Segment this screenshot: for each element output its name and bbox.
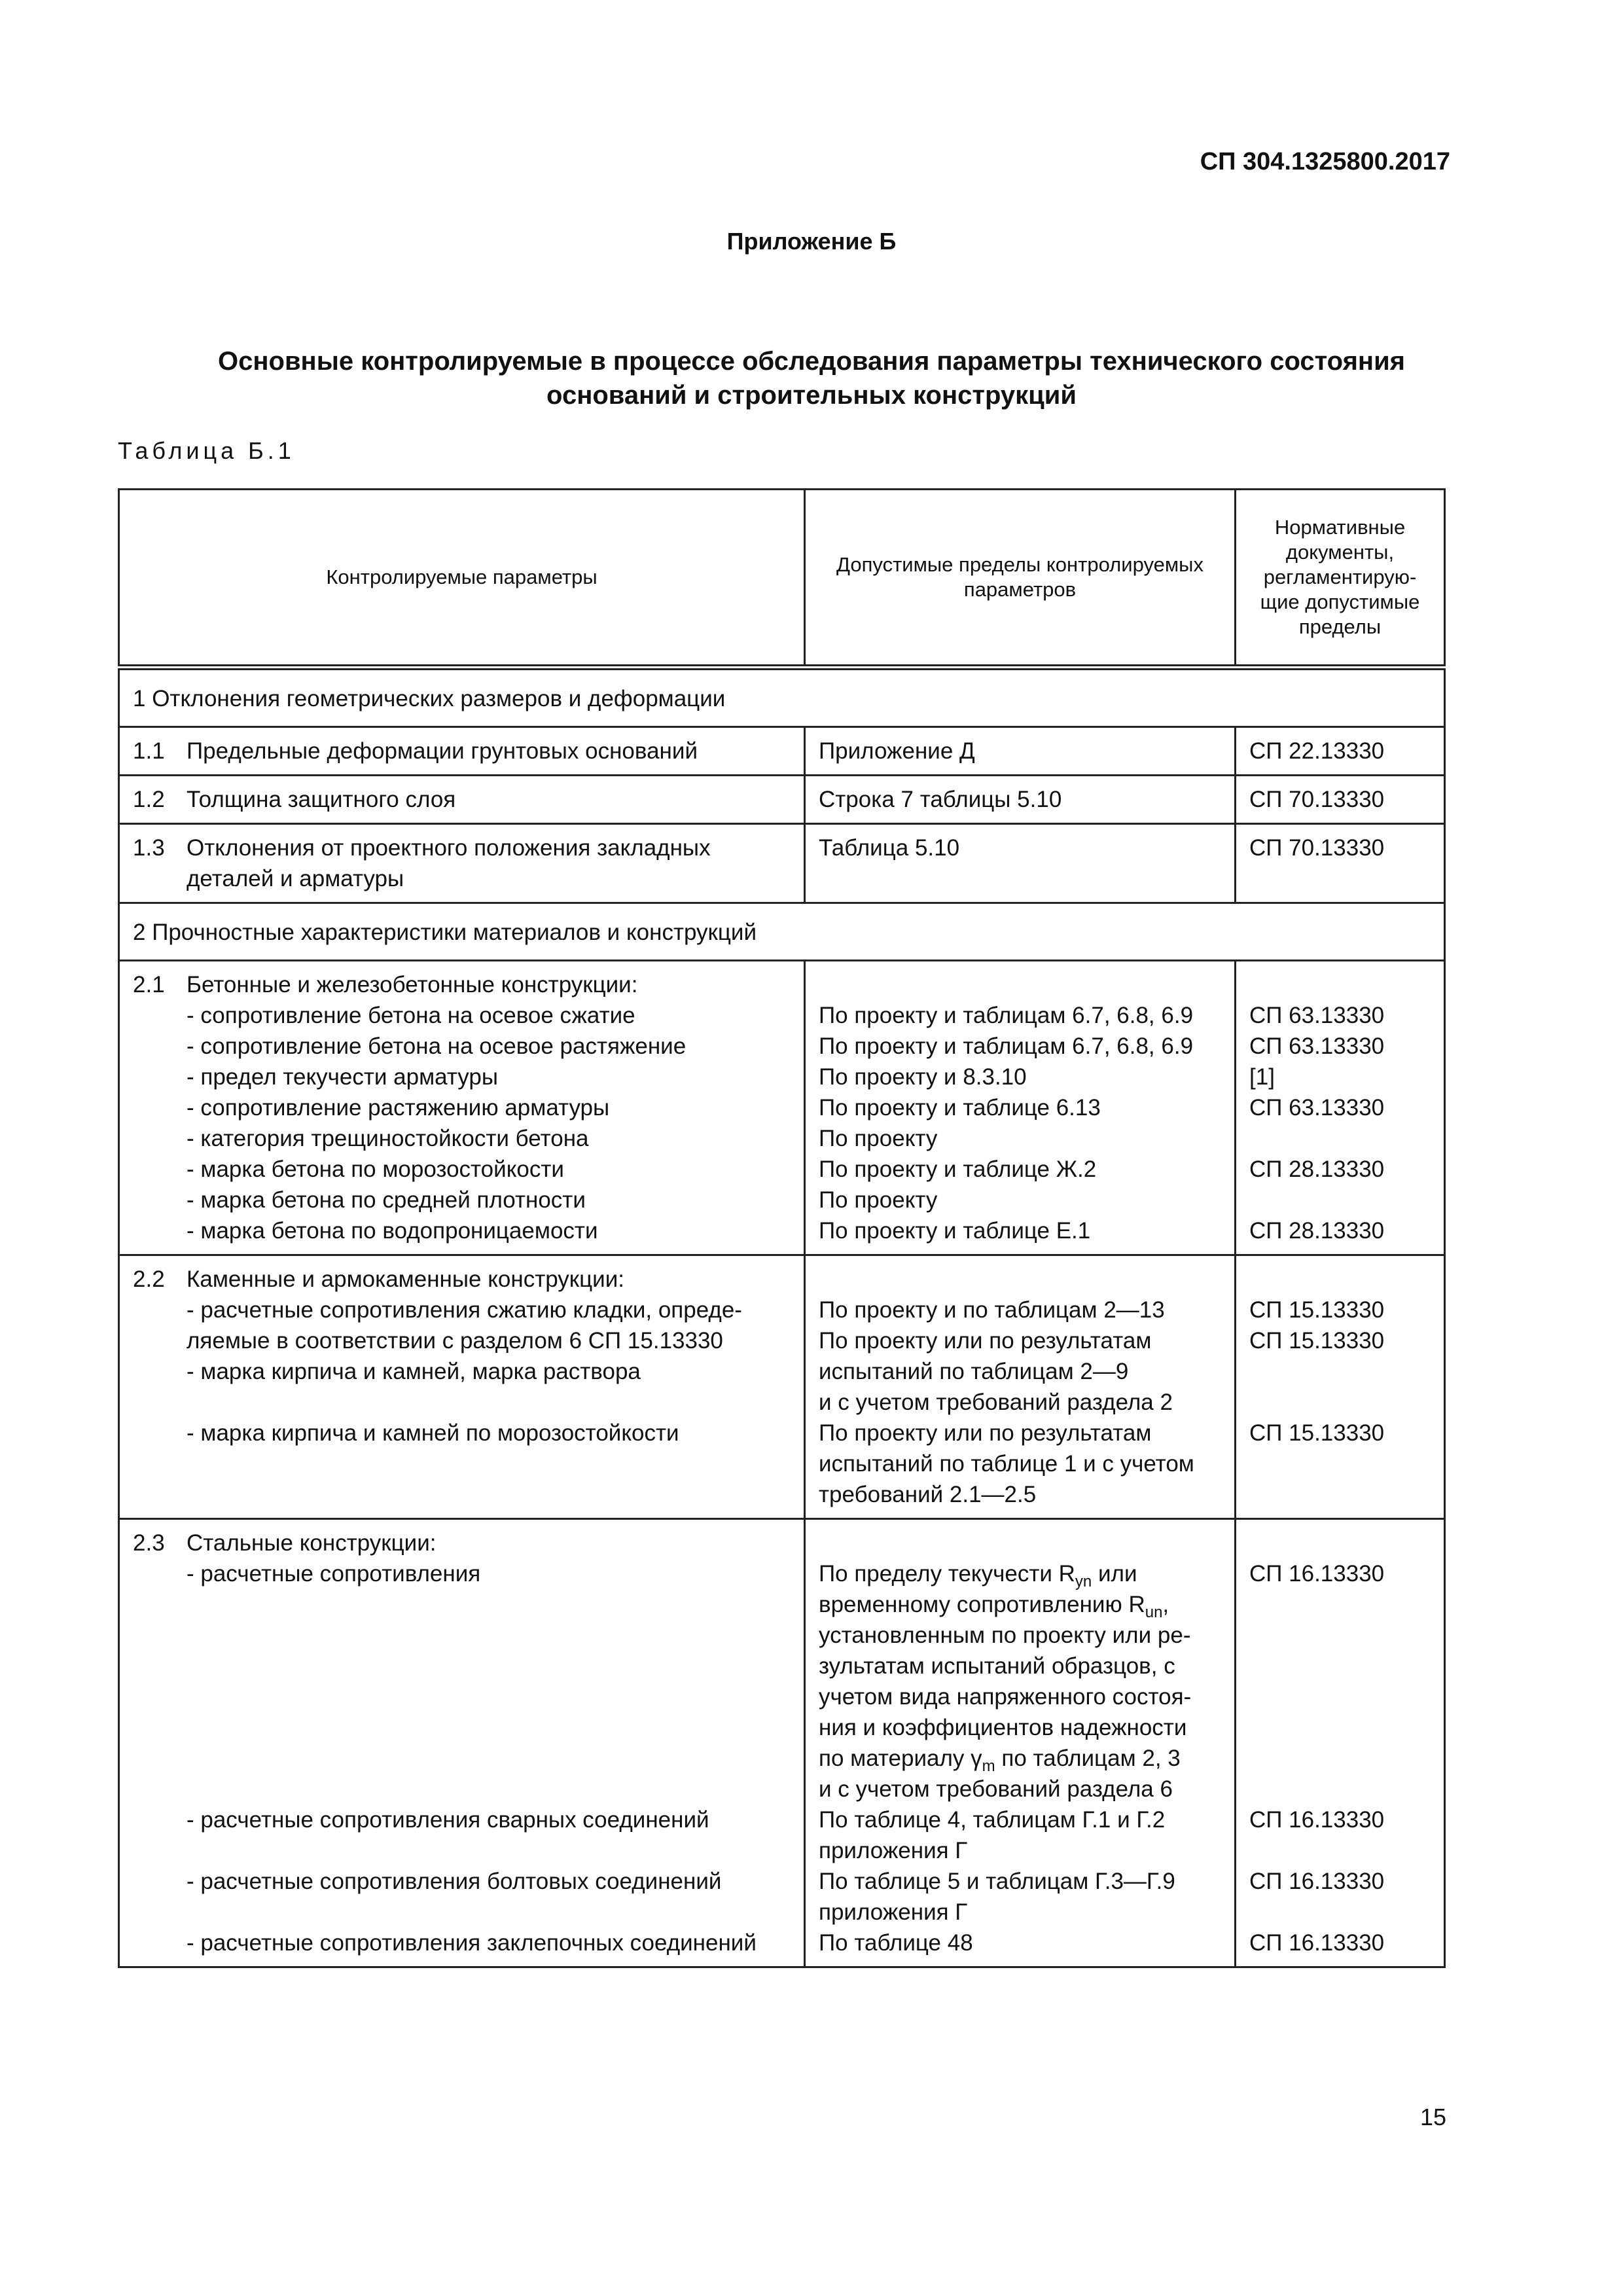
param-item: - марка бетона по средней плотности xyxy=(187,1187,586,1213)
group-title: Бетонные и железобетонные конструкции: xyxy=(187,972,638,997)
doc-cell: СП 70.13330 xyxy=(1236,824,1445,903)
limit-item: По таблице 4, таблицам Г.1 и Г.2 xyxy=(819,1807,1166,1833)
param-text-line: 1.3 Отклонения от проектного положения закладных xyxy=(133,833,791,863)
header-params: Контролируемые параметры xyxy=(119,490,805,668)
table-header-row xyxy=(119,490,1445,668)
group-title: Стальные конструкции: xyxy=(187,1530,437,1556)
limit-item: По проекту или по результатам xyxy=(819,1420,1152,1446)
row-number: 2.3 xyxy=(133,1530,165,1556)
doc-item: СП 63.13330 xyxy=(1249,1003,1385,1028)
limit-item: По пределу текучести $R_{yn}$ или xyxy=(819,1561,1137,1590)
param-item: - сопротивление бетона на осевое растяжение xyxy=(187,1033,687,1059)
doc-cell xyxy=(1236,961,1445,1255)
param-text-line: деталей и арматуры xyxy=(187,866,404,891)
limit-cell: Приложение Д xyxy=(805,727,1236,776)
doc-item: СП 15.13330 xyxy=(1249,1420,1385,1446)
limit-item: По проекту xyxy=(819,1187,938,1213)
doc-item: СП 16.13330 xyxy=(1249,1930,1385,1956)
table-row xyxy=(119,727,1445,776)
param-item: - категория трещиностойкости бетона xyxy=(187,1126,589,1151)
title-line-1: Основные контролируемые в процессе обследования параметры технического состояния xyxy=(217,347,1406,376)
doc-item: СП 16.13330 xyxy=(1249,1561,1385,1587)
doc-cell xyxy=(1236,1519,1445,1967)
page-title xyxy=(131,344,1492,412)
table-row xyxy=(119,776,1445,824)
parameters-table xyxy=(118,488,1446,1968)
doc-item: СП 28.13330 xyxy=(1249,1157,1385,1182)
section-2-title: 2 Прочностные характеристики материалов и конструкций xyxy=(119,903,1445,961)
table-row xyxy=(119,1519,1445,1967)
param-item: - расчетные сопротивления сжатию кладки, опреде- xyxy=(187,1297,742,1323)
limit-item: зультатам испытаний образцов, с xyxy=(819,1653,1175,1679)
page-number: 15 xyxy=(1419,2104,1446,2130)
section-row-2 xyxy=(119,903,1445,961)
limit-item: установленным по проекту или ре- xyxy=(819,1623,1191,1648)
limit-item: По проекту и таблицам 6.7, 6.8, 6.9 xyxy=(819,1003,1194,1028)
param-text: Предельные деформации грунтовых оснований xyxy=(187,738,698,764)
param-cell xyxy=(119,1519,805,1967)
limit-cell xyxy=(805,1519,1236,1967)
limit-item: временному сопротивлению $R_{un}$, xyxy=(819,1592,1169,1621)
doc-cell: СП 22.13330 xyxy=(1236,727,1445,776)
table-label: Таблица Б.1 xyxy=(118,437,295,464)
row-number: 2.1 xyxy=(133,972,165,997)
doc-item: СП 15.13330 xyxy=(1249,1297,1385,1323)
limit-item: По таблице 5 и таблицам Г.3—Г.9 xyxy=(819,1869,1175,1894)
param-item: - предел текучести арматуры xyxy=(187,1064,499,1090)
limit-item: По проекту и таблице Е.1 xyxy=(819,1218,1091,1244)
doc-item: СП 16.13330 xyxy=(1249,1807,1385,1833)
param-item: - расчетные сопротивления заклепочных соединений xyxy=(187,1930,757,1956)
limit-cell xyxy=(805,1255,1236,1519)
doc-item: СП 28.13330 xyxy=(1249,1218,1385,1244)
row-number: 1.3 xyxy=(133,835,165,861)
doc-item: СП 63.13330 xyxy=(1249,1033,1385,1059)
param-item: - марка бетона по водопроницаемости xyxy=(187,1218,598,1244)
param-cell xyxy=(119,961,805,1255)
limit-item: испытаний по таблицам 2—9 xyxy=(819,1359,1129,1384)
limit-item: приложения Г xyxy=(819,1899,968,1925)
table-row xyxy=(119,824,1445,903)
param-item: - марка кирпича и камней по морозостойкости xyxy=(187,1420,679,1446)
header-docs: Нормативные документы, регламентирую-щие допустимые пределы xyxy=(1236,490,1445,668)
limit-item: требований 2.1—2.5 xyxy=(819,1482,1037,1507)
document-code: СП 304.1325800.2017 xyxy=(1200,148,1450,175)
limit-item: По проекту и таблицам 6.7, 6.8, 6.9 xyxy=(819,1033,1194,1059)
param-item: ляемые в соответствии с разделом 6 СП 15.13330 xyxy=(187,1328,723,1354)
limit-item: и с учетом требований раздела 6 xyxy=(819,1776,1173,1802)
table-row xyxy=(119,1255,1445,1519)
limit-item: и с учетом требований раздела 2 xyxy=(819,1390,1173,1415)
param-cell xyxy=(119,1255,805,1519)
param-item: - расчетные сопротивления болтовых соединений xyxy=(187,1869,722,1894)
row-number: 1.2 xyxy=(133,787,165,812)
row-number: 2.2 xyxy=(133,1266,165,1292)
limit-cell: Таблица 5.10 xyxy=(805,824,1236,903)
param-text: Толщина защитного слоя xyxy=(187,787,456,812)
doc-item: СП 15.13330 xyxy=(1249,1328,1385,1354)
doc-item: СП 16.13330 xyxy=(1249,1869,1385,1894)
limit-item: По проекту и по таблицам 2—13 xyxy=(819,1297,1165,1323)
row-number: 1.1 xyxy=(133,738,165,764)
title-line-2: оснований и строительных конструкций xyxy=(546,381,1077,410)
param-cell xyxy=(119,824,805,903)
param-item: - марка кирпича и камней, марка раствора xyxy=(187,1359,641,1384)
limit-item: По проекту xyxy=(819,1126,938,1151)
doc-cell: СП 70.13330 xyxy=(1236,776,1445,824)
doc-item: [1] xyxy=(1249,1064,1275,1090)
appendix-heading: Приложение Б xyxy=(726,228,897,255)
param-cell xyxy=(119,776,805,824)
section-1-title: 1 Отклонения геометрических размеров и деформации xyxy=(119,668,1445,727)
limit-item: По проекту и таблице 6.13 xyxy=(819,1095,1101,1121)
limit-cell xyxy=(805,961,1236,1255)
param-item: - сопротивление растяжению арматуры xyxy=(187,1095,610,1121)
limit-item: По проекту или по результатам xyxy=(819,1328,1152,1354)
limit-item: учетом вида напряженного состоя- xyxy=(819,1684,1192,1710)
limit-item: испытаний по таблице 1 и с учетом xyxy=(819,1451,1194,1477)
header-limits: Допустимые пределы контролируемых параметров xyxy=(805,490,1236,668)
param-item: - расчетные сопротивления xyxy=(187,1561,481,1587)
doc-cell xyxy=(1236,1255,1445,1519)
param-item: - расчетные сопротивления сварных соединений xyxy=(187,1807,709,1833)
limit-cell: Строка 7 таблицы 5.10 xyxy=(805,776,1236,824)
limit-item: По таблице 48 xyxy=(819,1930,973,1956)
doc-item: СП 63.13330 xyxy=(1249,1095,1385,1121)
param-item: - марка бетона по морозостойкости xyxy=(187,1157,564,1182)
limit-item: по материалу $\gamma_m$ по таблицам 2, 3 xyxy=(819,1746,1181,1775)
param-cell xyxy=(119,727,805,776)
group-title: Каменные и армокаменные конструкции: xyxy=(187,1266,624,1292)
table-row xyxy=(119,961,1445,1255)
limit-item: приложения Г xyxy=(819,1838,968,1863)
section-row-1 xyxy=(119,668,1445,727)
param-item: - сопротивление бетона на осевое сжатие xyxy=(187,1003,635,1028)
limit-item: По проекту и таблице Ж.2 xyxy=(819,1157,1097,1182)
limit-item: По проекту и 8.3.10 xyxy=(819,1064,1027,1090)
limit-item: ния и коэффициентов надежности xyxy=(819,1715,1187,1740)
